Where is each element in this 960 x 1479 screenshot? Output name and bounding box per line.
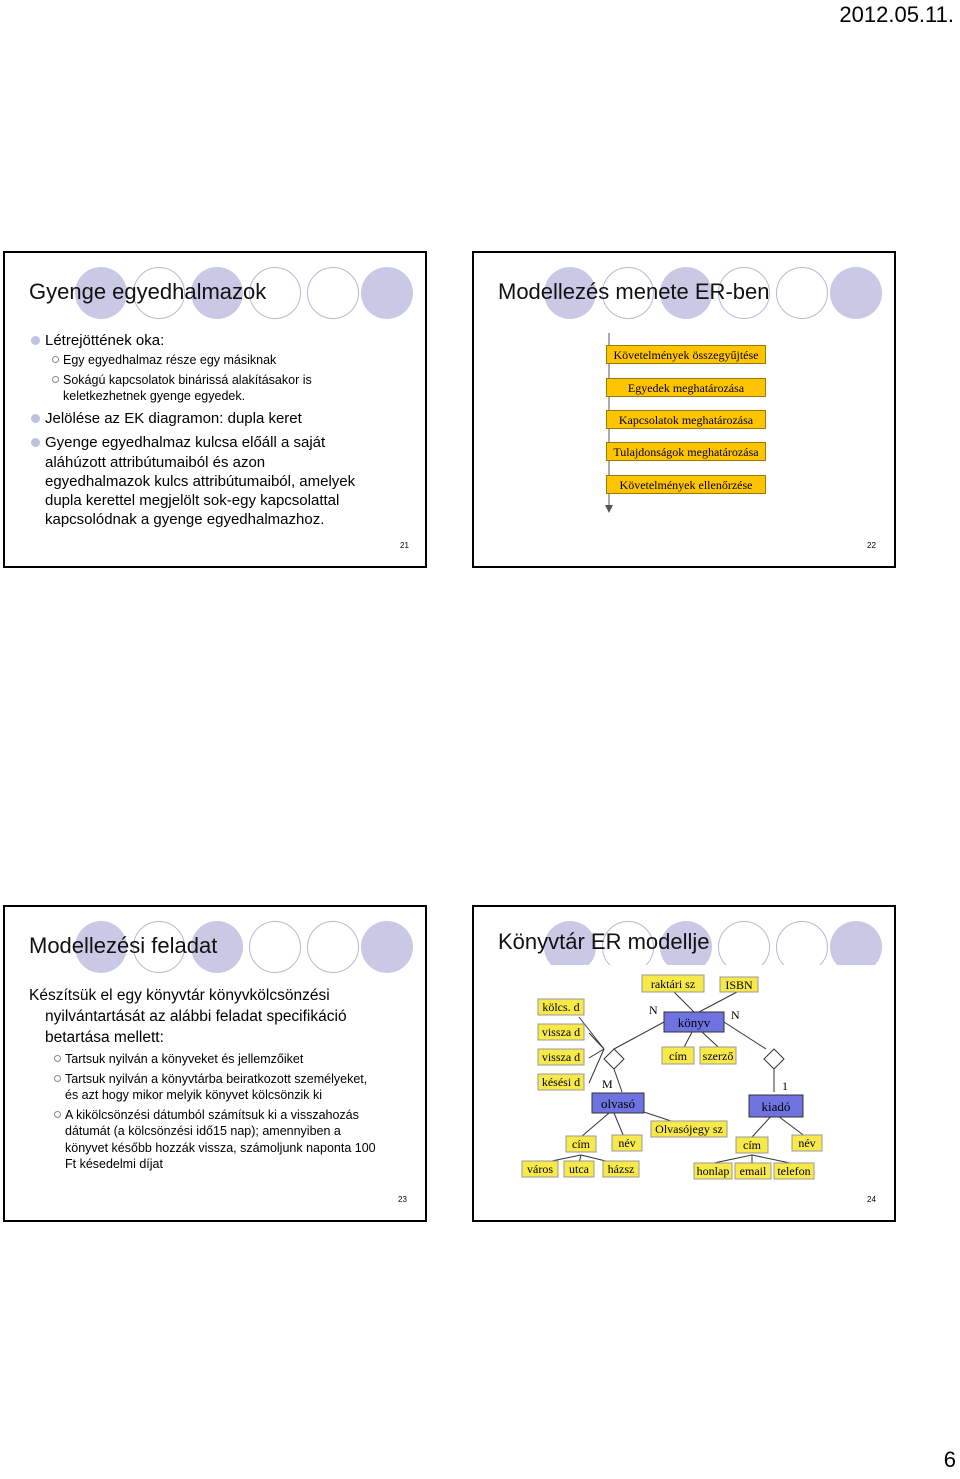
page-date: 2012.05.11. xyxy=(839,2,954,27)
attr-vissza-2: vissza d xyxy=(541,1050,581,1064)
attr-kolcs: kölcs. d xyxy=(542,1000,580,1014)
attr-varos: város xyxy=(527,1162,553,1176)
slide-title: Könyvtár ER modellje xyxy=(498,929,710,954)
attr-raktari: raktári sz xyxy=(650,977,696,991)
task-item-cont: és azt hogy mikor melyik könyvet kölcsönzik ki xyxy=(65,1088,323,1102)
task-item-cont: Ft késedelmi díjat xyxy=(65,1157,163,1171)
sub-bullet-cont: keletkezhetnek gyenge egyedek. xyxy=(63,389,246,403)
slide-title: Gyenge egyedhalmazok xyxy=(29,279,267,304)
page-number: 6 xyxy=(943,1447,956,1472)
bullet-cont: aláhúzott attribútumaiból és azon xyxy=(45,454,266,471)
attr-nev-1: név xyxy=(618,1136,636,1150)
attr-isbn: ISBN xyxy=(725,978,753,992)
flow-step-2: Egyedek meghatározása xyxy=(606,378,766,397)
slide-number: 21 xyxy=(400,541,409,550)
slide-number: 23 xyxy=(398,1195,407,1204)
attr-cim-1: cím xyxy=(669,1049,687,1063)
task-item-cont: dátumát (a kölcsönzési idő15 nap); amennyiben a xyxy=(65,1124,341,1138)
bullet: Jelölése az EK diagramon: dupla keret xyxy=(45,410,302,427)
entity-konyv: könyv xyxy=(677,1015,711,1030)
task-item: Tartsuk nyilván a könyvtárba beiratkozott személyeket, xyxy=(65,1072,368,1086)
intro-line: Készítsük el egy könyvtár könyvkölcsönzési xyxy=(29,987,330,1004)
attr-kesesi: késési d xyxy=(541,1075,581,1089)
slide-number: 24 xyxy=(867,1195,876,1204)
task-item: Tartsuk nyilván a könyveket és jellemzőiket xyxy=(65,1052,304,1066)
attr-vissza-1: vissza d xyxy=(541,1025,581,1039)
bullet: Gyenge egyedhalmaz kulcsa előáll a saját xyxy=(45,434,326,451)
cardinality-n1: N xyxy=(649,1003,658,1017)
slide-24 xyxy=(472,905,896,1222)
cardinality-one: 1 xyxy=(782,1079,788,1093)
cardinality-m: M xyxy=(602,1077,613,1091)
slide-number: 22 xyxy=(867,541,876,550)
attr-utca: utca xyxy=(569,1162,589,1176)
attr-olvasojegy: Olvasójegy sz xyxy=(655,1122,723,1136)
attr-cim-3: cím xyxy=(743,1138,761,1152)
bullet-cont: egyedhalmazok kulcs attribútumaiból, amelyek xyxy=(45,473,356,490)
cardinality-n2: N xyxy=(731,1008,740,1022)
flow-step-1: Követelmények összegyűjtése xyxy=(606,345,766,364)
task-item: A kikölcsönzési dátumból számítsuk ki a visszahozás xyxy=(65,1108,359,1122)
sub-bullet: Sokágú kapcsolatok binárissá alakításakor is xyxy=(63,373,312,387)
bullet-cont: dupla kerettel megjelölt sok-egy kapcsolattal xyxy=(45,492,340,509)
intro-line: nyilvántartását az alábbi feladat specifikáció xyxy=(45,1008,347,1025)
attr-telefon: telefon xyxy=(777,1164,811,1178)
bullet-cont: kapcsolódnak a gyenge egyedhalmazhoz. xyxy=(45,511,325,528)
attr-szerzo: szerző xyxy=(702,1049,734,1063)
slide-title: Modellezés menete ER-ben xyxy=(498,279,770,304)
slide-21 xyxy=(3,251,427,568)
task-item-cont: könyvet később hozzák vissza, számoljunk naponta 100 xyxy=(65,1141,376,1155)
bullet: Létrejöttének oka: xyxy=(45,332,165,349)
attr-cim-2: cím xyxy=(572,1137,590,1151)
intro-line: betartása mellett: xyxy=(45,1029,164,1046)
attr-email: email xyxy=(739,1164,767,1178)
entity-kiado: kiadó xyxy=(761,1099,791,1114)
entity-olvaso: olvasó xyxy=(601,1096,635,1111)
flow-step-5: Követelmények ellenőrzése xyxy=(606,475,766,494)
attr-honlap: honlap xyxy=(696,1164,730,1178)
slide-title: Modellezési feladat xyxy=(29,933,218,958)
flow-step-3: Kapcsolatok meghatározása xyxy=(606,410,766,429)
flow-step-4: Tulajdonságok meghatározása xyxy=(606,442,766,461)
attr-nev-2: név xyxy=(798,1136,816,1150)
slide-22 xyxy=(472,251,896,568)
attr-hazsz: házsz xyxy=(607,1162,635,1176)
sub-bullet: Egy egyedhalmaz része egy másiknak xyxy=(63,353,277,367)
slide-23 xyxy=(3,905,427,1222)
